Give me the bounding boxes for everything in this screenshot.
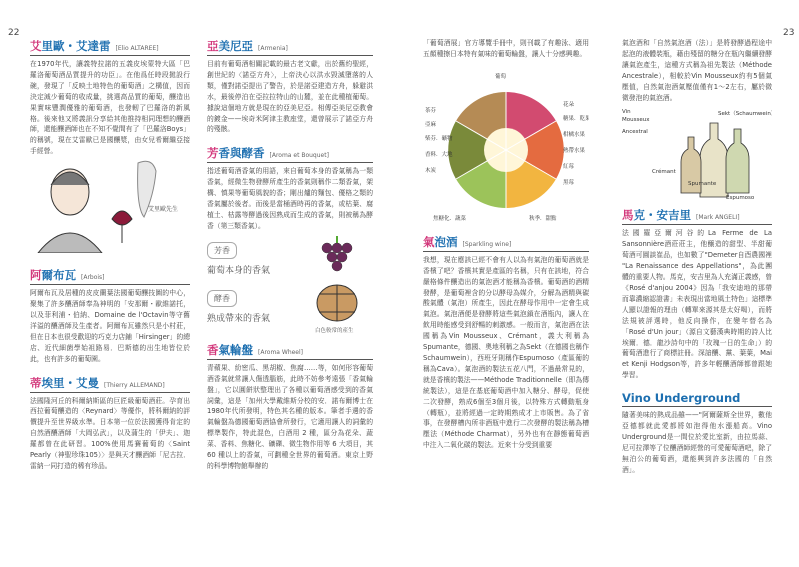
entry-heading — [30, 267, 190, 285]
wheel-label-r5: 紅莓 — [563, 163, 575, 170]
diagram-label-1: Vin — [622, 109, 631, 116]
caption-bouquet: 熟成帶來的香氣 — [207, 313, 271, 324]
entry-english: [Mark ANGELI] — [696, 214, 740, 222]
entry-armenia — [207, 38, 373, 135]
sparkling-bottles-diagram — [622, 103, 772, 203]
diagram-label-5: Crémant — [652, 169, 676, 176]
entry-english: [Aroma et Bouquet] — [269, 152, 329, 160]
entry-english: [Elio ALTAREE] — [115, 45, 159, 52]
column-3 — [423, 38, 589, 461]
wheel-label-l3: 柴芬．礦物 — [425, 135, 453, 142]
altaree-illustration — [30, 157, 190, 253]
entry-title: 艾里歐・艾達雷 — [30, 39, 111, 53]
page-number-left: 22 — [8, 28, 20, 38]
entry-heading — [622, 391, 772, 407]
entry-body: 法國羅亞爾河谷的La Ferme de La Sansonnière酒莊莊主，他醸造的甜型、半甜葡萄酒可圓談崔品，也如數了"Demeter自酉農國裡 "La Renaissance des Appellations"，為此團體的重要人物。馬克，安吉里為人充滿正義感，曾《Rosé d'anjou 2004》因為「我安迪地的那帶而靠濃縮認證書」未表現出當地風土特色」這標準人顯以證報的理由（轉單來源其是太好喝），而將法規被評選時，他反向操作，在變年替名為「Rosé d'Un jour」（源自文藝漢典時期的詩人比埃爾．德．龍沙詩句中的「玫瑰一日的生命」）的葡萄酒進行了商標註冊。深諳釀、黨、葉葉，Mai et Kenji Hodgson等，許多年輕釀酒師都曾跟她學習。 — [622, 229, 772, 380]
entry-aroma — [207, 145, 373, 334]
entry-english: [Thierry ALLEMAND] — [104, 381, 165, 389]
entry-english: [Arbois] — [81, 274, 105, 282]
diagram-label-7: Espumoso — [726, 195, 755, 202]
entry-english: [Aroma Wheel] — [258, 348, 304, 356]
entry-body: 目前有葡萄酒相關記載的最古老文獻，出於舊約聖經，創世紀的〈諾亞方舟〉，上帝決心以洪水毀滅墮落的人類，僅對諾亞提出了警告，於是諾亞建造方舟，躲避洪水，最後停泊在亞拉拉特山的山麓，並在此種植葡萄。據說這個地方就是現在的亞美尼亞。相傳亞美尼亞教會的鍍金——埃奇米阿津主教座堂，還曾展示了諾亞方舟的殘骸。 — [207, 60, 373, 134]
wheel-label-r3: 柑橘水果 — [563, 131, 586, 138]
wheel-label-r4: 熱帶水果 — [563, 147, 586, 154]
entry-title: 香氣輪盤 — [207, 342, 253, 357]
entry-body: 隨著美味的熱成品雖——"阿爾薩斯全世界，數他亞德都就此愛都將如泡得他水漲船高。Vino Underground是一間位於愛比室新，由拉馬蒜、尼可拉澤等了位釀酒師經營的可愛葡萄酒吧，除了無泊公的葡萄酒，還能興到許多法國的「自然酒」。 — [622, 411, 772, 474]
entry-heading — [622, 207, 772, 225]
entry-heading — [30, 375, 190, 393]
grape-icon — [311, 236, 363, 280]
entry-sparkling — [423, 234, 589, 451]
aroma-wheel-diagram — [423, 60, 589, 230]
entry-title: Vino Underground — [622, 391, 741, 406]
wheel-label-bl: 焦糖化．蔬菜 — [433, 215, 467, 222]
wheel-label-l1: 茶芬 — [425, 107, 437, 114]
entry-arbois — [30, 267, 190, 364]
entry-title: 亞美尼亞 — [207, 39, 253, 53]
barrel-icon — [311, 282, 363, 324]
wheel-label-r1: 花朵 — [563, 101, 575, 108]
entry-heading — [30, 38, 190, 56]
page-number-right: 23 — [783, 28, 795, 38]
wheel-label-br: 秋季．甜點 — [529, 215, 557, 222]
wheel-intro: 「葡萄酒展」官方導覽手冊中，則刊載了有趣泳、適用五顏種擦日本特有氣味的葡萄輪盤，讓人十分感興趣。 — [423, 39, 589, 58]
diagram-label-4: Sekt（Schaumwein） — [718, 111, 772, 118]
wheel-label-r6: 黑莓 — [563, 179, 575, 186]
entry-heading — [423, 234, 589, 252]
entry-body: 法國隆河丘的科爾納斯區的巨匠級葡萄酒莊。孕育出西拉葡萄釀造的〈Reynard〉等優作，將科爾納的評價提升至世界級水準。日本第一位於法國獲得肯定的自然酒釀酒師「大岡弘武」，以及蒲生的「伊夫」、迦羅都曾在此研習。100%使用馬賽葡萄的〈Saint Pearly（神聖珍珠105）〉是與天才釀酒師「尼古拉．雷納一同打造的稀有珍品。 — [30, 396, 190, 470]
photo-caption: 艾里歐先生 — [148, 206, 179, 214]
column-4 — [622, 38, 772, 486]
entry-vino-underground — [622, 391, 772, 475]
entry-body: 阿爾布瓦及居種的皮皮蘭葉法國葡萄釀技圖的中心，聚集了許多釀酒師奉為神明的「安那爾・歐維諾托，以及菲利浦・伯納、Domaine de l'Octavin等守舊洋溢的釀酒師及生產者。阿爾布瓦雖然只是小村莊，但在日本也很受歡迎的巧克力店鋪「Hirsinger」的總店、近代細菌學始祖路易．巴斯德的出生地皆位於此，也有許多的葡萄園。 — [30, 289, 190, 363]
diagram-label-6: Spumante — [688, 181, 717, 188]
entry-title: 馬克・安吉里 — [622, 208, 691, 223]
wheel-label-l5: 木炭 — [425, 167, 437, 174]
ancestral-text: 氣泡酒和「自然氣泡酒（法）」是將發酵過程途中起泡的液體裝瓶，藉由殘留的糖分在瓶內繼續發酵讓氣泡產生，這種方式稱為祖先製法（Méthode Ancestrale），相較於Vin Mousseux約有5個氣壓值，自然氣泡酒氣壓值僅有1～2左右，屬於微微發泡的氣泡酒。 — [622, 39, 772, 102]
diagram-label-2: Mousseux — [622, 117, 650, 124]
entry-altaree — [30, 38, 190, 257]
entry-aroma-wheel — [207, 342, 373, 472]
entry-title: 氣泡酒 — [423, 234, 458, 249]
entry-body: 指述葡萄酒香氣的用語，來自葡萄本身的香氣稱為一類香氣，經微生物發酵所產生的香氣則稱作二類香氣，架構、慎果等葡萄風貌的香；剛出爐的麵包、優格之類的香氣屬於後者。而後是當桶酒時再的香氣，或枯葉、腐植土、枯露等酵過後因熟成而生成的香氣，則被稱為酵香（第三類香氣）。 — [207, 167, 373, 230]
entry-thierry — [30, 375, 190, 472]
wheel-label-l4: 香料．大地 — [425, 151, 453, 158]
entry-body: 青蘋果、紛密瓜、黑胡椒、焦腐……等，如何形容葡萄酒香氣就常讓人傷透腦筋，此時不妨參考遠張「香氣輪盤」，它以圓餅狀整理出了各種以葡萄酒感受到的香氣詞彙，這是「加州大學戴維斯分校的安．諾布爾博士在1980年代所發明，特色其名種的版本。筆者手邊的香氣輪盤為德國葡萄酒協會所發行，它適用讓人的詞彙的標準製作，特此混色，白酒用 2 種，區分為花朵、蔬菜、香料、焦糖化、礦礫、微生物作用等 6 大項目，其 60 種以上的香氣，可劃種全世界的葡萄酒。東京上野的科學博物館舉辦的 — [207, 363, 373, 470]
entry-mark-angeli — [622, 207, 772, 381]
entry-heading — [207, 145, 373, 163]
entry-body: 在1970年代，讓義特拉諾的五義皮埃蒙特大區「巴羅洛葡萄酒品質提升的功臣」。在他爲任時段拋設行碗，發現了「反映土地特色的葡萄酒」之構值，因而決定減少葡萄的收成量，挑選高品質的葡萄，釀造出果實味豐潤優雅的葡萄酒，也發軔了巴羅洛的新風格。後來他又將義訊分享給其他推持相同理想的釀酒師，還能釀酒師也在不知不覺間有了「巴羅洛Boys」的稱號，現在艾雷歐已是國釀漿，由女兒希爾繼亞接手經營。 — [30, 60, 190, 156]
label-aroma: 芳香 — [207, 242, 237, 259]
barrel-note: 白色較常的產生 — [315, 327, 354, 334]
wheel-label-l2: 亞麻 — [425, 121, 437, 128]
entry-title: 蒂埃里・艾曼 — [30, 375, 99, 390]
entry-english: [Armenia] — [258, 45, 288, 52]
column-1 — [30, 38, 190, 482]
entry-heading — [207, 342, 373, 360]
entry-body: 我想，現在應該已經不會有人以為有氣泡的葡萄酒就是香檳了吧？香檳其實是產區的名稱，只有在該地，符合嚴格條件釀造出的氣泡酒才能稱為香檳。葡萄酒的酒精發酵，是葡萄裡含的分以酵母為媒介，分解為酒精與碳酸氣體（氣泡）所產生，因此在酵母作用中一定會生成氣泡。氣泡酒便是發酵將這些氣泡鎖在酒瓶內，讓人在飲用時能感受到舒暢的刺激感。一般而言，氣泡酒在法國稱為Vin Mousseux、Crémant，義大利稱為Spumante，德國、奧地利稱之為Sekt（在德國也稱作Schaumwein），西班牙則稱作Espumoso（產區葡的稱為Cava）。氣泡酒的製法五花八門，不過最常見的，就是香檳的製法——Méthode Traditionnelle（即為傳統製法），這是在基底葡萄酒中加入糖分、酵母，促使二次發酵，熟成6個至3個月後，以特殊方式轉動瓶身（轉瓶），並將經過一定時期熟成才上市販售。為了省事，在發酵槽內所非酒瓶中進行二次發酵的製法稱為槽壓法（Méthode Charmat），另外也有在靜態葡萄酒中注入二氧化碳的製法。近來十分受到重要 — [423, 255, 589, 450]
aroma-illustration — [207, 236, 373, 332]
entry-title: 阿爾布瓦 — [30, 268, 76, 283]
label-bouquet: 酵香 — [207, 290, 237, 307]
diagram-label-3: Ancestral — [622, 129, 648, 136]
entry-title: 芳香與酵香 — [207, 146, 265, 161]
wheel-label-top: 葡萄 — [495, 73, 507, 80]
entry-heading — [207, 38, 373, 56]
entry-english: [Sparkling wine] — [462, 240, 512, 248]
caption-aroma: 葡萄本身的香氣 — [207, 265, 271, 276]
column-2 — [207, 38, 373, 482]
wheel-label-r2: 糖果．乾果 — [563, 115, 589, 122]
